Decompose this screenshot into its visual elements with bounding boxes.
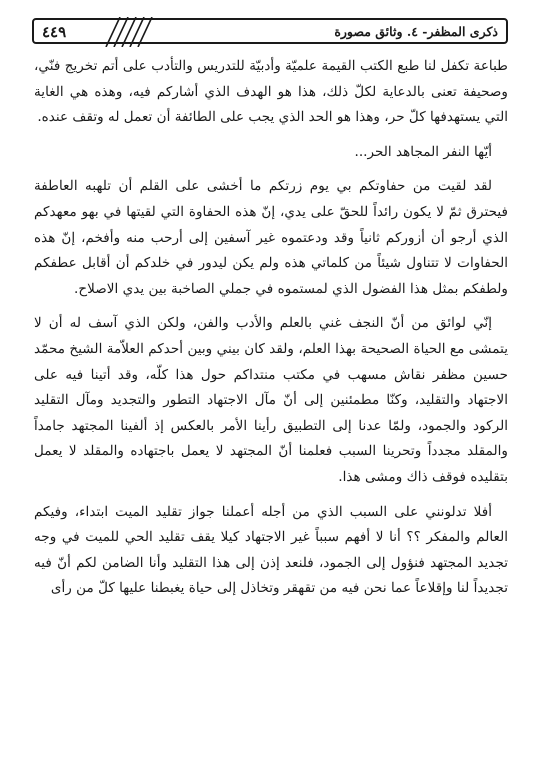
paragraph-ijtihad: إنّي لوائق من أنّ النجف غني بالعلم والأدب والفن، ولكن الذي آسف له أن لا يتمشى مع الحياة الصحيحة بهذا العلم، ولقد كان بيني وبين أحدكم العلاّمة الشيخ محمّد حسين مظفر نقاش مسهب في مكتب منتداكم حول هذا كلّه، وقد أتينا فيه على الاجتهاد والتقليد، وكنّا مطمئنين إلى أنّ مآل الاجتهاد التطور والتجديد ومآل التقليد الركود والجمود، ولمّا عدنا إلى التطبيق رأينا الأمر بالعكس إذ ألفينا المجتهد جامداً والمقلد مجدداً وتحرينا السبب فعلمنا أنّ المجتهد لا يعمل باجتهاده والمقلد لا يعمل بتقليده فوقف ذاك ومشى هذا. (34, 315, 508, 485)
page-header (32, 18, 508, 44)
paragraph-taqlid: أفلا تدلونني على السبب الذي من أجله أعملنا جواز تقليد الميت ابتداء، وفيكم العالم والمفكر ؟؟ أنا لا أفهم سبباً غير الاجتهاد كيلا يقف تقليد الحي للميت في وجه تجديد المجتهد فنؤول إلى الجمود، فلنعد إذن إلى هذا التقليد وأنا الضامن لكم أنّ فيه تجديداً لنا وإقلاعاً عما نحن فيه من تقهقر وتخاذل إلى حياة يغبطنا عليها كلّ من رأى (34, 503, 508, 597)
body-text (34, 54, 508, 602)
paragraph-address: أيّها النفر المجاهد الحر... (354, 143, 492, 160)
paragraph-hospitality: لقد لقيت من حفاوتكم بي يوم زرتكم ما أخشى على القلم أن تلهبه العاطفة فيحترق ثمّ لا يكون رائداً للحقّ على يدي، إنّ هذه الحفاوة التي لقيتها في بهو معهدكم الذي أرجو أن أزوركم ثانياً وقد ودعتموه غير آسفين إلى أرحب منه وأفخم، إنّ هذه الحفاوات لا تتناول شيئاً من كلماتي هذه ولم يكن ليدور في خلدكم أن أقابل عطفكم ولطفكم بمثل هذا الفضول الذي لمستموه في جملي الصاخبة بين يدي الاصلاح. (34, 178, 508, 297)
page-number: ٤٤٩ (42, 23, 67, 41)
paragraph-continuation: طباعة تكفل لنا طبع الكتب القيمة علميّة وأدبيّة للتدريس والتأدب على أتم تخريج فنّي، وصحيفة تعنى بالدعاية لكلّ ذلك، هذا هو الهدف الذي أشاركم فيه، وهذه هي الغاية التي يستهدفها كلّ حر، وهذا هو الحد الذي يجب على الطائفة أن تعمل له وتقف عنده. (34, 58, 508, 126)
header-slash-ornament-icon (98, 17, 162, 47)
running-title: ذكرى المظفر- ٤. وثائق مصورة (334, 24, 498, 39)
